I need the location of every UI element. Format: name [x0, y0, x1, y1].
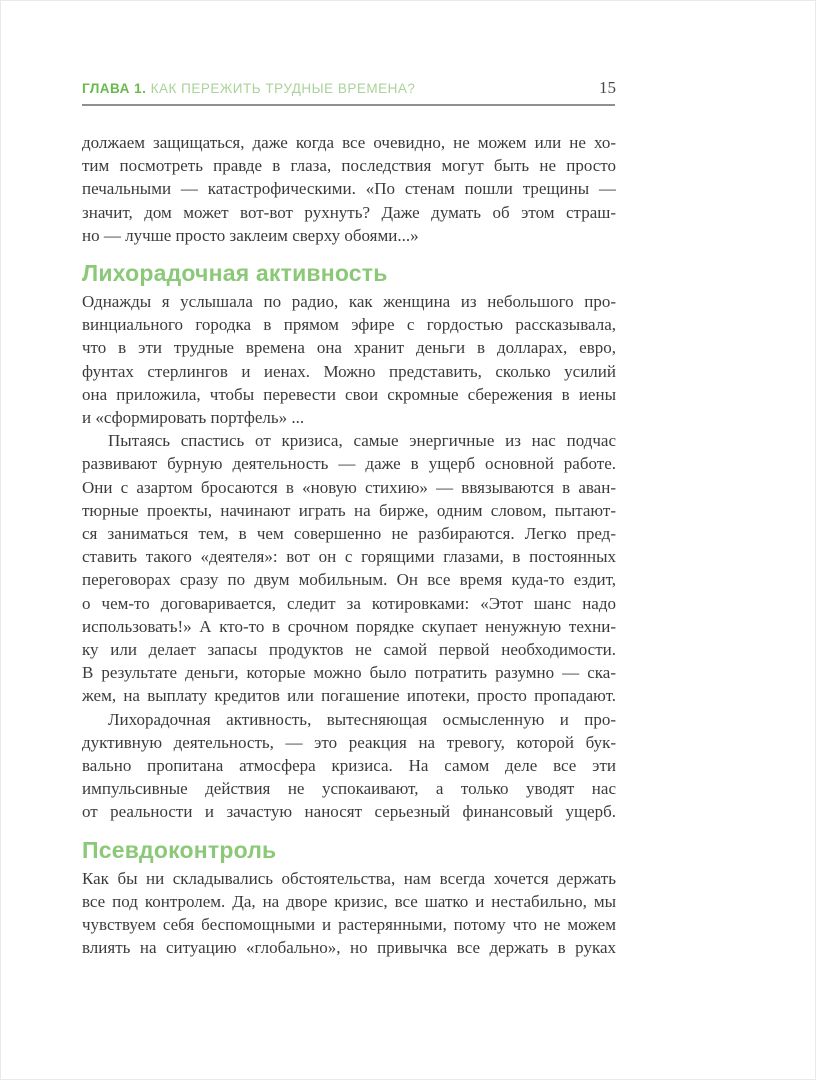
text-line: Однажды я услышала по радио, как женщина из небольшого про-	[82, 292, 616, 312]
paragraph	[82, 131, 616, 247]
text-line: ся заниматься тем, в чем совершенно не разбираются. Легко пред-	[82, 524, 616, 544]
text-line: использовать!» А кто-то в срочном порядке скупает ненужную техни-	[82, 616, 616, 636]
text-line: фунтах стерлингов и иенах. Можно представить, сколько усилий	[82, 361, 616, 381]
section-heading: Псевдоконтроль	[82, 836, 277, 863]
text-line: вально пропитана атмосфера кризиса. На самом деле все эти	[82, 756, 616, 776]
paragraph	[82, 867, 616, 960]
chapter-label: ГЛАВА 1.	[82, 81, 147, 96]
text-line: должаем защищаться, даже когда все очевидно, не можем или не хо-	[82, 133, 616, 152]
text-line: Пытаясь спастись от кризиса, самые энергичные из нас подчас	[108, 431, 616, 451]
text-line: все под контролем. Да, на дворе кризис, все шатко и нестабильно, мы	[82, 891, 616, 911]
text-line: печальными — катастрофическими. «По стенам пошли трещины —	[82, 179, 616, 199]
chapter-title: КАК ПЕРЕЖИТЬ ТРУДНЫЕ ВРЕМЕНА?	[150, 81, 416, 96]
section-heading: Лихорадочная активность	[82, 260, 388, 287]
text-line: Как бы ни складывались обстоятельства, нам всегда хочется держать	[82, 868, 616, 888]
text-line: ку или делает запасы продуктов не самой первой необходимости.	[82, 640, 616, 660]
text-line: значит, дом может вот-вот рухнуть? Даже думать об этом страш-	[82, 202, 616, 222]
text-line: тюрные проекты, начинают играть на бирже, одним словом, пытают-	[82, 500, 616, 520]
page-number: 15	[599, 78, 616, 97]
text-line: чувствуем себя беспомощными и растерянными, потому что не можем	[82, 915, 616, 935]
text-line: переговорах сразу по двум мобильным. Он все время куда-то ездит,	[82, 570, 616, 590]
text-line: В результате деньги, которые можно было потратить разумно — ска-	[82, 663, 616, 683]
text-line: что в эти трудные времена она хранит деньги в долларах, евро,	[82, 338, 616, 358]
text-line: импульсивные действия не успокаивают, а только уводят нас	[82, 779, 616, 799]
chapter-line	[82, 81, 415, 96]
text-line: но — лучше просто заклеим сверху обоями...»	[82, 225, 419, 245]
text-line: от реальности и зачастую наносят серьезный финансовый ущерб.	[82, 802, 616, 822]
paragraph	[82, 290, 616, 429]
text-line: ставить такого «деятеля»: вот он с горящими глазами, в постоянных	[82, 547, 616, 567]
running-header	[82, 78, 616, 98]
paragraph	[82, 708, 616, 824]
text-line: тим посмотреть правде в глаза, последствия могут быть не просто	[82, 156, 616, 176]
header-divider	[82, 104, 615, 106]
page-body	[82, 131, 616, 960]
text-line: Они с азартом бросаются в «новую стихию» — ввязываются в аван-	[82, 477, 616, 497]
text-line: дуктивную деятельность, — это реакция на тревогу, которой бук-	[82, 732, 616, 752]
text-line: о чем-то договаривается, следит за котировками: «Этот шанс надо	[82, 593, 616, 613]
text-line: развивают бурную деятельность — даже в ущерб основной работе.	[82, 454, 616, 474]
text-line: винциального городка в прямом эфире с гордостью рассказывала,	[82, 315, 616, 335]
text-line: она приложила, чтобы перевести свои скромные сбережения в иены	[82, 384, 616, 404]
text-line: и «сформировать портфель» ...	[82, 408, 305, 428]
text-line: жем, на выплату кредитов или погашение ипотеки, просто пропадают.	[82, 686, 616, 706]
text-line: Лихорадочная активность, вытесняющая осмысленную и про-	[108, 709, 616, 729]
paragraph	[82, 429, 616, 707]
text-line: влиять на ситуацию «глобально», но привычка все держать в руках	[82, 938, 616, 958]
